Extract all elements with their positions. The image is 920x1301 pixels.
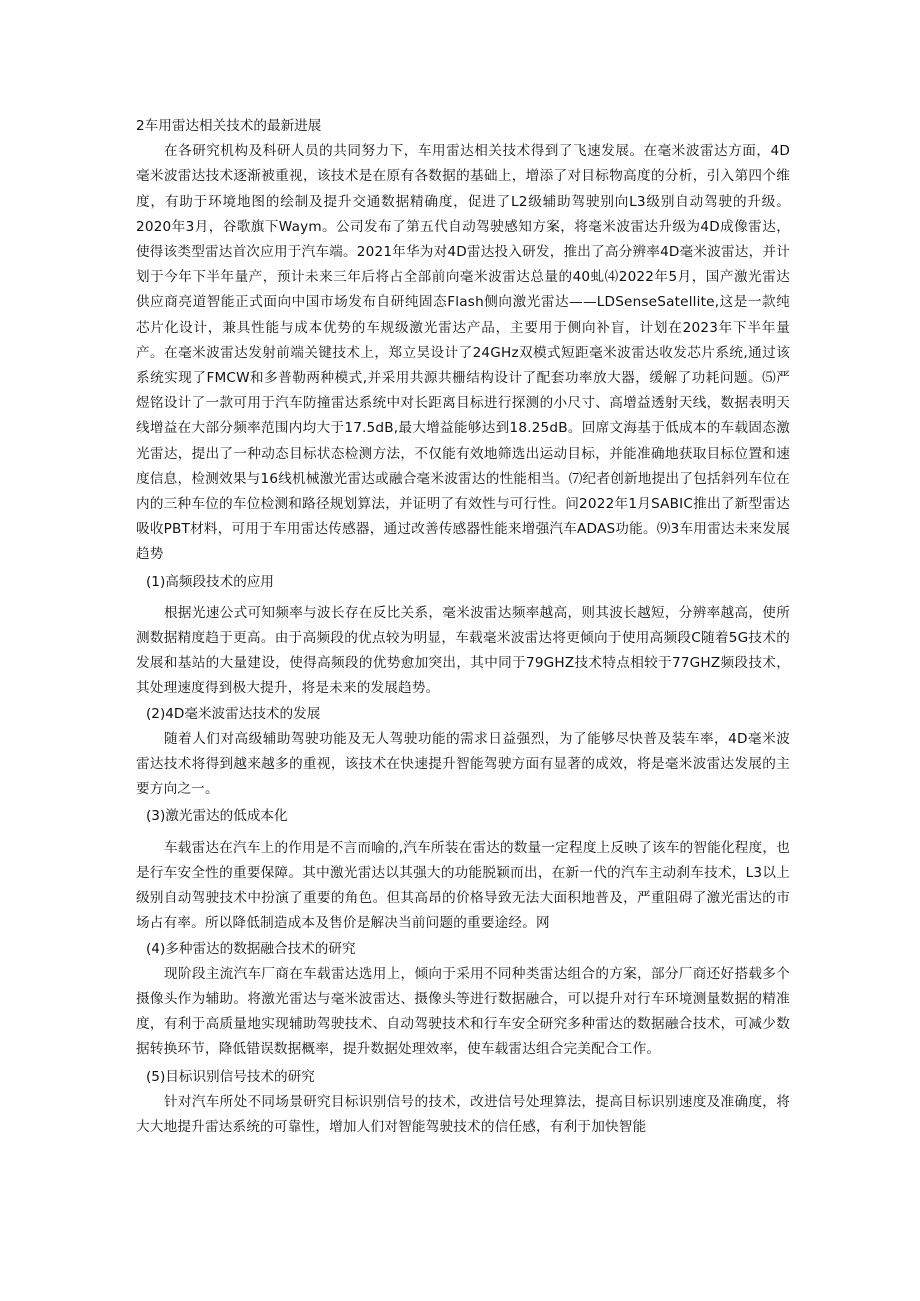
paragraph-high-frequency: 根据光速公式可知频率与波长存在反比关系，毫米波雷达频率越高，则其波长越短，分辨率越高，使所测数据精度趋于更高。由于高频段的优点较为明显，车载毫米波雷达将更倾向于使用高频段C随着5G技术的发展和基站的大量建设，使得高频段的优势愈加突出，其中同于79GHZ技术特点相较于77GHZ频段技术，其处理速度得到极大提升，将是未来的发展趋势。: [136, 604, 790, 697]
paragraph-target-recognition: 针对汽车所处不同场景研究目标识别信号的技术，改进信号处理算法，提高目标识别速度及准确度，将大大地提升雷达系统的可靠性，增加人们对智能驾驶技术的信任感，有利于加快智能: [136, 1093, 790, 1135]
subheading-target-recognition: (5)目标识别信号技术的研究: [146, 1068, 315, 1085]
section-title: 2车用雷达相关技术的最新进展: [136, 118, 322, 134]
subheading-high-frequency: (1)高频段技术的应用: [146, 573, 275, 590]
paragraph-4d-radar: 随着人们对高级辅助驾驶功能及无人驾驶功能的需求日益强烈，为了能够尽快普及装车率，4D毫米波雷达技术将得到越来越多的重视，该技术在快速提升智能驾驶方面有显著的成效，将是毫米波雷达发展的主要方向之一。: [136, 730, 790, 798]
subheading-data-fusion: (4)多种雷达的数据融合技术的研究: [146, 940, 356, 957]
paragraph-progress: 在各研究机构及科研人员的共同努力下，车用雷达相关技术得到了飞速发展。在毫米波雷达方面，4D毫米波雷达技术逐渐被重视，该技术是在原有各数据的基础上，增添了对目标物高度的分析，引入第四个维度，有助于环境地图的绘制及提升交通数据精确度，促进了L2级辅助驾驶别向L3级别自动驾驶的升级。2020年3月，谷歌旗下Waym。公司发布了第五代自动驾驶感知方案，将毫米波雷达升级为4D成像雷达，使得该类型雷达首次应用于汽车端。2021年华为对4D雷达投入研发，推出了高分辨率4D毫米波雷达，并计划于今年下半年量产，预计未来三年后将占全部前向毫米波雷达总量的40虬⑷2022年5月，国产激光雷达供应商亮道智能正式面向中国市场发布自研纯固态Flash侧向激光雷达——LDSenseSatellite,这是一款纯芯片化设计，兼具性能与成本优势的车规级激光雷达产品，主要用于侧向补盲，计划在2023年下半年量产。在毫米波雷达发射前端关键技术上，郑立昊设计了24GHz双模式短距毫米波雷达收发芯片系统,通过该系统实现了FMCW和多普勒两种模式,并采用共源共栅结构设计了配套功率放大器，缓解了功耗问题。⑸严煜铭设计了一款可用于汽车防撞雷达系统中对长距离目标进行探测的小尺寸、高增益透射天线，数据表明天线增益在大部分频率范围内均大于17.5dB,最大增益能够达到18.25dB。回席文海基于低成本的车载固态激光雷达，提出了一种动态目标状态检测方法，不仅能有效地筛选出运动目标，并能准确地获取目标位置和速度信息，检测效果与16线机械激光雷达或融合毫米波雷达的性能相当。⑺纪者创新地提出了包括斜列车位在内的三种车位的车位检测和路径规划算法，并证明了有效性与可行性。问2022年1月SABIC推出了新型雷达吸收PBT材料，可用于车用雷达传感器，通过改善传感器性能来增强汽车ADAS功能。⑼3车用雷达未来发展趋势: [136, 143, 790, 563]
paragraph-lidar-cost: 车载雷达在汽车上的作用是不言而喻的,汽车所装在雷达的数量一定程度上反映了该车的智能化程度，也是行车安全性的重要保障。其中激光雷达以其强大的功能脱颖而出，在新一代的汽车主动刹车技术，L3以上级别自动驾驶技术中扮演了重要的角色。但其高昂的价格导致无法大面积地普及，严重阻碍了激光雷达的市场占有率。所以降低制造成本及售价是解决当前问题的重要途经。网: [136, 839, 790, 932]
subheading-lidar-cost: (3)激光雷达的低成本化: [146, 808, 288, 825]
subheading-4d-radar: (2)4D毫米波雷达技术的发展: [146, 705, 321, 722]
document-page: [136, 114, 790, 1140]
paragraph-data-fusion: 现阶段主流汽车厂商在车载雷达选用上，倾向于采用不同种类雷达组合的方案，部分厂商还好搭载多个摄像头作为辅助。将激光雷达与毫米波雷达、摄像头等进行数据融合，可以提升对行车环境测量数据的精准度，有利于高质量地实现辅助驾驶技术、自动驾驶技术和行车安全研究多种雷达的数据融合技术，可减少数据转换环节，降低错误数据概率，提升数据处理效率，使车载雷达组合完美配合工作。: [136, 965, 790, 1058]
